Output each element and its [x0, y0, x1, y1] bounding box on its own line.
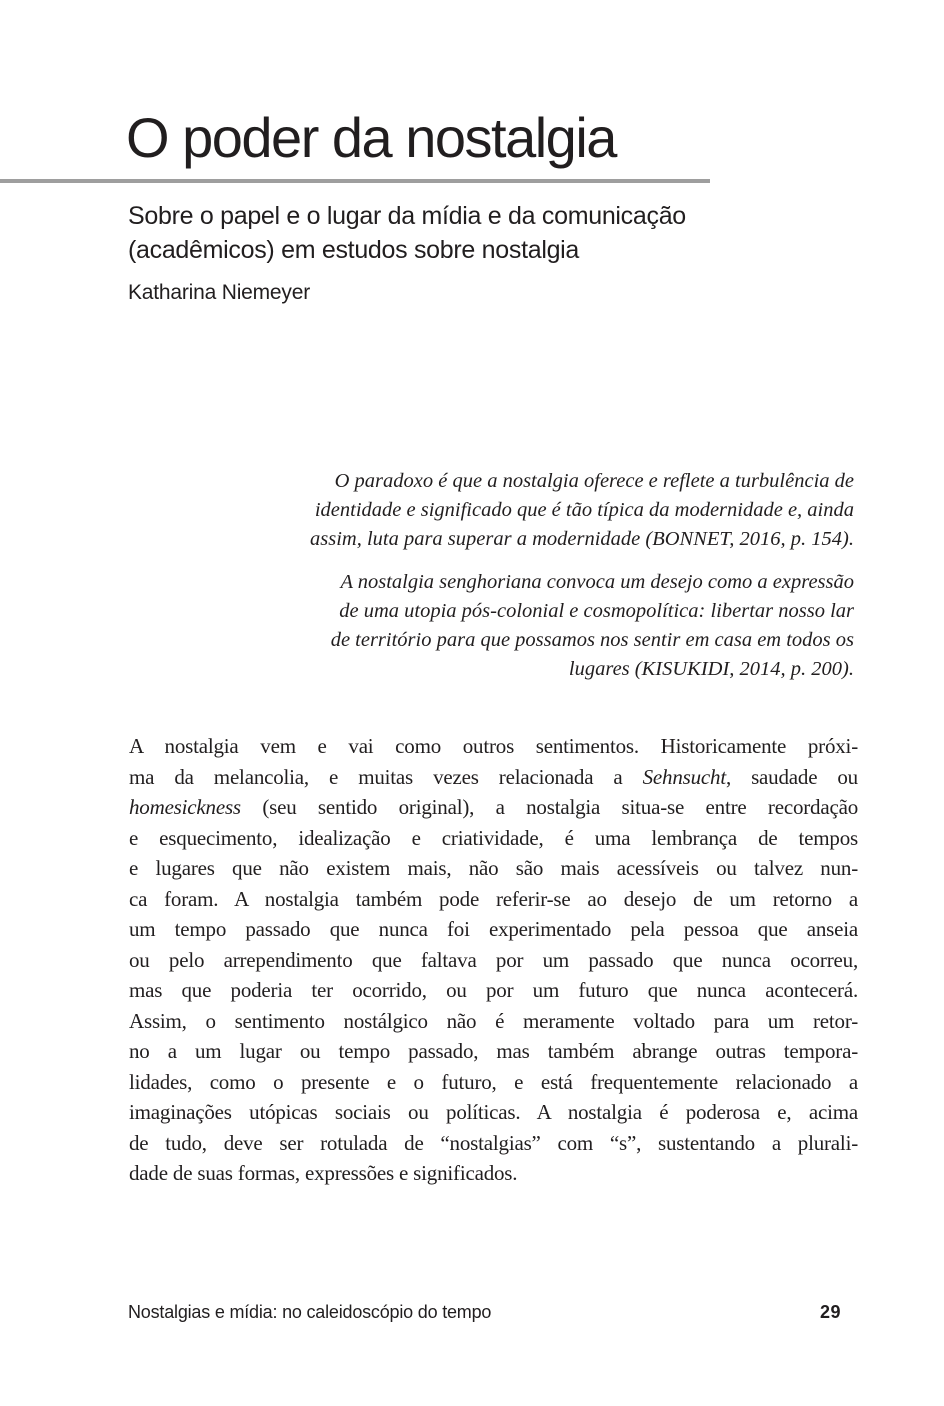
body-line — [129, 975, 858, 1006]
chapter-title: O poder da nostalgia — [126, 106, 616, 169]
body-text-segment: e lugares que não existem mais, não são mais acessíveis ou talvez nun- — [129, 856, 858, 880]
body-line — [129, 762, 858, 793]
body-italic-term: homesickness — [129, 795, 241, 819]
epigraph-quote — [254, 467, 854, 554]
epigraph-line: O paradoxo é que a nostalgia oferece e reflete a turbulência de — [334, 470, 854, 492]
body-text-segment: Assim, o sentimento nostálgico não é meramente voltado para um retor- — [129, 1008, 858, 1033]
body-text-segment: (seu sentido original), a nostalgia situa-se entre recordação — [240, 795, 858, 819]
body-line — [129, 1006, 858, 1037]
body-italic-term: Sehnsucht — [642, 764, 726, 789]
body-text-segment: dade de suas formas, expressões e significados. — [129, 1161, 518, 1185]
epigraph-line: assim, luta para superar a modernidade (BONNET, 2016, p. 154). — [309, 528, 854, 550]
body-line — [129, 884, 858, 915]
body-text-segment: mas que poderia ter ocorrido, ou por um futuro que nunca acontecerá. — [129, 978, 858, 1002]
body-text-segment: , saudade ou — [725, 764, 858, 789]
body-line — [129, 1036, 858, 1067]
epigraph-line: de uma utopia pós-colonial e cosmopolítica: libertar nosso lar — [339, 600, 854, 622]
subtitle-line: Sobre o papel e o lugar da mídia e da comunicação — [128, 202, 686, 230]
body-line — [129, 853, 858, 884]
title-divider-rule — [0, 179, 710, 183]
body-line — [129, 1158, 858, 1189]
body-text-segment: lidades, como o presente e o futuro, e está frequentemente relacionado a — [129, 1069, 858, 1094]
body-line — [129, 914, 858, 945]
author-name: Katharina Niemeyer — [128, 281, 310, 304]
body-text-segment: ou pelo arrependimento que faltava por um passado que nunca ocorreu, — [129, 947, 858, 972]
body-line — [129, 1128, 858, 1159]
body-text-segment: A nostalgia vem e vai como outros sentimentos. Historicamente próxi- — [129, 734, 858, 758]
running-title: Nostalgias e mídia: no caleidoscópio do tempo — [128, 1302, 492, 1322]
body-line — [129, 1067, 858, 1098]
chapter-subtitle — [128, 199, 686, 267]
subtitle-line: (acadêmicos) em estudos sobre nostalgia — [128, 236, 580, 264]
body-paragraph — [129, 731, 858, 1189]
body-text-segment: ma da melancolia, e muitas vezes relacionada a — [129, 764, 643, 789]
epigraph-line: lugares (KISUKIDI, 2014, p. 200). — [568, 658, 854, 680]
epigraph-line: identidade e significado que é tão típica da modernidade e, ainda — [314, 499, 854, 521]
epigraph-block — [254, 467, 854, 684]
body-text-segment: um tempo passado que nunca foi experimentado pela pessoa que anseia — [129, 917, 858, 941]
page-footer — [128, 1301, 841, 1323]
body-text-segment: no a um lugar ou tempo passado, mas também abrange outras tempora- — [129, 1039, 858, 1063]
body-line — [129, 1097, 858, 1128]
body-text-segment: e esquecimento, idealização e criatividade, é uma lembrança de tempos — [129, 825, 858, 850]
page-number: 29 — [819, 1302, 841, 1322]
epigraph-quote — [254, 568, 854, 684]
body-line — [129, 731, 858, 762]
body-text-segment: de tudo, deve ser rotulada de “nostalgias” com “s”, sustentando a plurali- — [129, 1130, 858, 1155]
epigraph-line: A nostalgia senghoriana convoca um desejo como a expressão — [340, 571, 854, 593]
body-line — [129, 792, 858, 823]
body-text-segment: imaginações utópicas sociais ou políticas. A nostalgia é poderosa e, acima — [129, 1100, 858, 1124]
epigraph-line: de território para que possamos nos sentir em casa em todos os — [330, 629, 854, 651]
body-line — [129, 823, 858, 854]
body-text-segment: ca foram. A nostalgia também pode referir-se ao desejo de um retorno a — [129, 886, 858, 911]
body-line — [129, 945, 858, 976]
